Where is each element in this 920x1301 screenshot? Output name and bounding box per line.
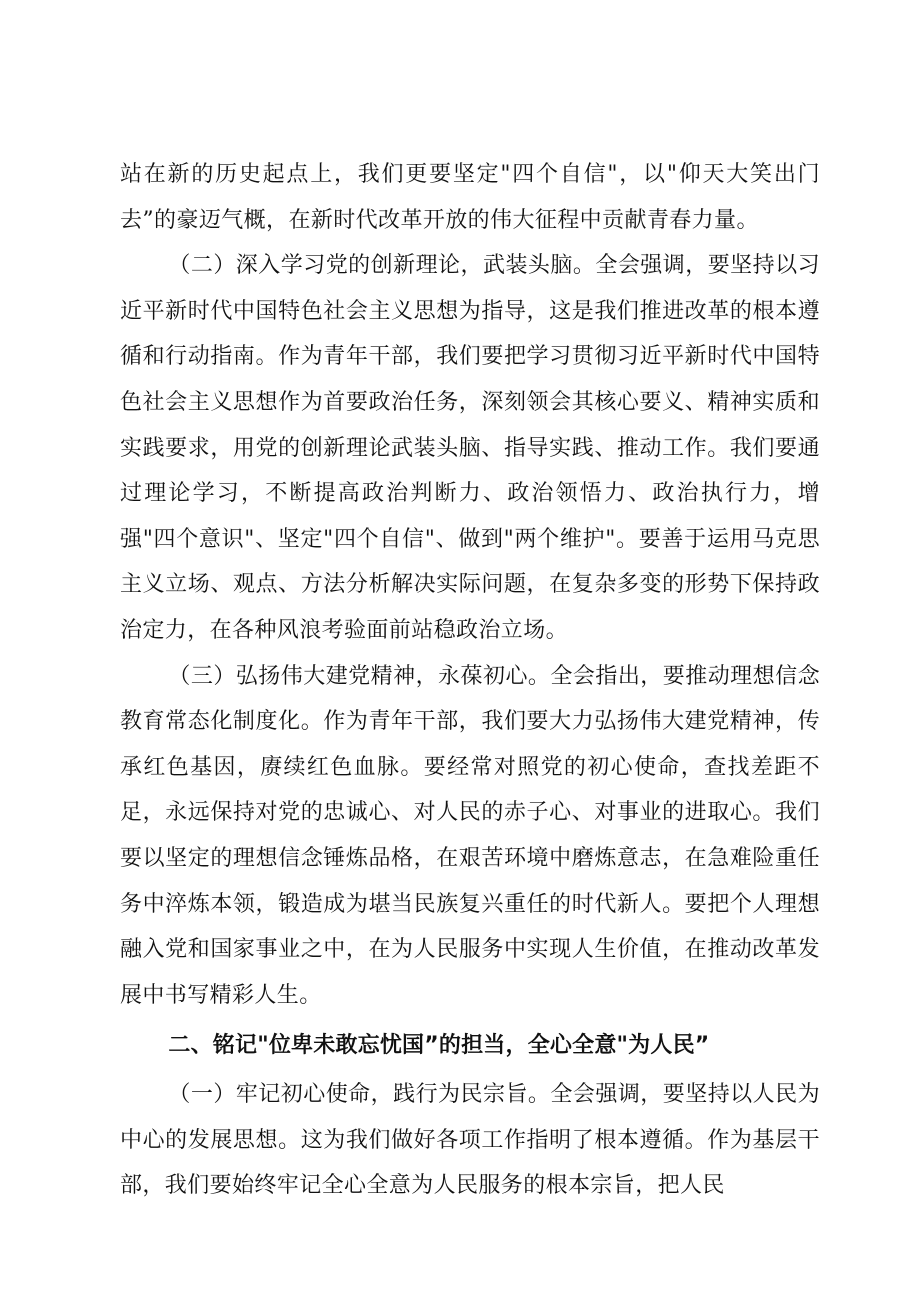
paragraph-continuation: 站在新的历史起点上，我们更要坚定"四个自信"，以"仰天大笑出门去”的豪迈气概，在新时代改革开放的伟大征程中贡献青春力量。 — [120, 162, 820, 233]
document-body — [120, 152, 820, 1209]
section-heading: 二、铭记"位卑未敢忘忧国”的担当，全心全意"为人民” — [168, 1033, 710, 1059]
paragraph-section-3: （三）弘扬伟大建党精神，永葆初心。全会指出，要推动理想信念教育常态化制度化。作为青年干部，我们要大力弘扬伟大建党精神，传承红色基因，赓续红色血脉。要经常对照党的初心使命，查找差距不足，永远保持对党的忠诚心、对人民的赤子心、对事业的进取心。我们要以坚定的理想信念锤炼品格，在艰苦环境中磨炼意志，在急难险重任务中淬炼本领，锻造成为堪当民族复兴重任的时代新人。要把个人理想融入党和国家事业之中，在为人民服务中实现人生价值，在推动改革发展中书写精彩人生。 — [120, 663, 820, 1008]
paragraph-section-2: （二）深入学习党的创新理论，武装头脑。全会强调，要坚持以习近平新时代中国特色社会主义思想为指导，这是我们推进改革的根本遵循和行动指南。作为青年干部，我们要把学习贯彻习近平新时代中国特色社会主义思想作为首要政治任务，深刻领会其核心要义、精神实质和实践要求，用党的创新理论武装头脑、指导实践、推动工作。我们要通过理论学习，不断提高政治判断力、政治领悟力、政治执行力，增强"四个意识"、坚定"四个自信"、做到"两个维护"。要善于运用马克思主义立场、观点、方法分析解决实际问题，在复杂多变的形势下保持政治定力，在各种风浪考验面前站稳政治立场。 — [120, 253, 820, 643]
paragraph-subsection-1: （一）牢记初心使命，践行为民宗旨。全会强调，要坚持以人民为中心的发展思想。这为我们做好各项工作指明了根本遵循。作为基层干部，我们要始终牢记全心全意为人民服务的根本宗旨，把人民 — [120, 1082, 820, 1199]
